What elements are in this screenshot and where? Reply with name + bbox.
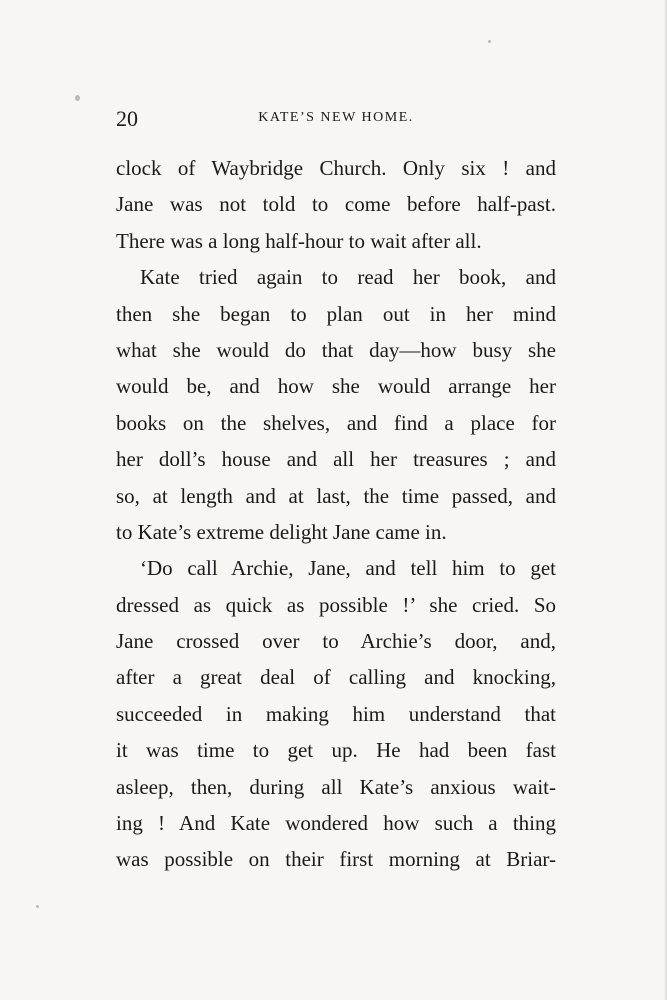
- text-line: There was a long half-hour to wait after all.: [116, 228, 482, 253]
- text-line: what she would do that day—how busy she: [116, 337, 556, 362]
- text-line: so, at length and at last, the time passed, and: [116, 483, 556, 508]
- text-line: asleep, then, during all Kate’s anxious wait-: [116, 774, 556, 799]
- running-title: KATE’S NEW HOME.: [258, 110, 414, 125]
- body-text: [116, 150, 556, 878]
- text-line: it was time to get up. He had been fast: [116, 738, 556, 763]
- text-line: to Kate’s extreme delight Jane came in.: [116, 519, 447, 544]
- text-line: then she began to plan out in her mind: [116, 301, 556, 326]
- page-number: 20: [116, 106, 138, 131]
- text-line: dressed as quick as possible !’ she cried. So: [116, 592, 556, 617]
- text-line: ‘Do call Archie, Jane, and tell him to get: [140, 556, 556, 581]
- text-line: Jane crossed over to Archie’s door, and,: [116, 629, 556, 654]
- text-line: her doll’s house and all her treasures ; and: [116, 447, 556, 472]
- text-line: after a great deal of calling and knocking,: [116, 665, 556, 690]
- text-line: would be, and how she would arrange her: [116, 374, 556, 399]
- text-line: succeeded in making him understand that: [116, 701, 556, 726]
- text-line: Kate tried again to read her book, and: [140, 265, 556, 290]
- text-line: clock of Waybridge Church. Only six ! and: [116, 156, 556, 180]
- paper-speck: [488, 40, 491, 43]
- paper-speck: [75, 95, 80, 101]
- paper-speck: [36, 905, 39, 908]
- text-line: ing ! And Kate wondered how such a thing: [116, 811, 556, 836]
- text-line: was possible on their first morning at Briar-: [116, 847, 556, 872]
- text-line: Jane was not told to come before half-past.: [116, 192, 556, 217]
- text-line: books on the shelves, and find a place for: [116, 410, 556, 435]
- page-header: [116, 106, 556, 136]
